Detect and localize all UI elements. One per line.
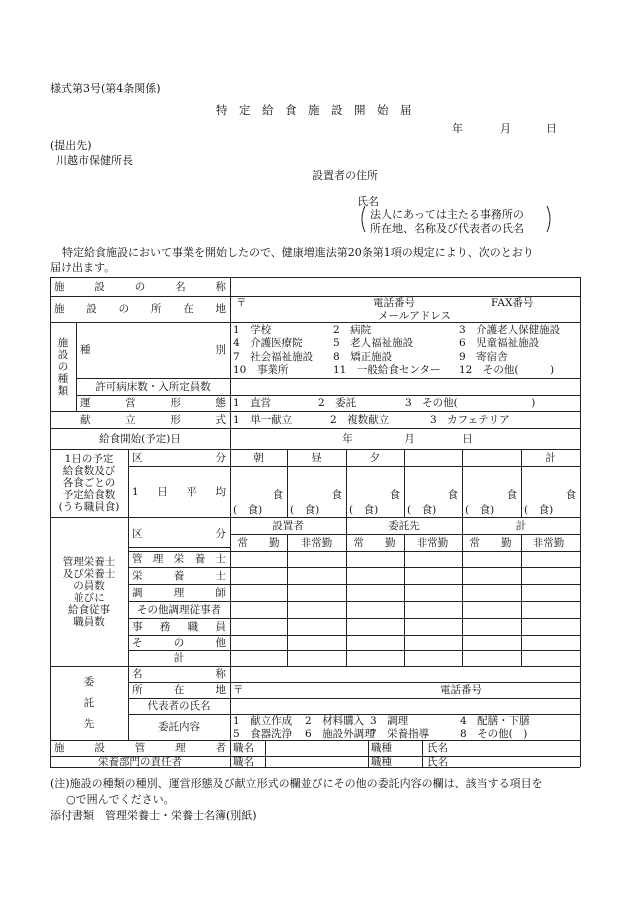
meal-count-unit: 食 [506,489,517,501]
type-option: 8 矯正施設 [333,350,393,363]
staff-parttime-head: 非常勤 [532,536,565,549]
body-text-1: 特定給食施設において事業を開始したので、健康増進法第20条第1項の規定により、次のとおり [62,246,534,259]
staff-row-label-char: 職 [187,620,199,633]
staff-fulltime-head: 常 勤 [237,536,280,549]
consign-group-char: 委 [83,676,95,689]
staff-row-label-char: 務 [159,620,171,633]
menu-option: 3 カフェテリア [430,413,510,426]
start-date-label: 給食開始(予定)日 [99,432,181,445]
staff-row-label-char: そ [132,636,143,649]
type-option: 3 介護老人保健施設 [459,323,561,336]
meals-group-label [50,449,128,517]
type-option: 7 社会福祉施設 [233,350,314,363]
staff-parttime-head: 非常勤 [416,536,449,549]
type-option: 10 事業所 [233,364,289,377]
meals-kubun-char: 区 [132,451,143,464]
title-kind-label: 職種 [371,742,392,754]
facility-type-group-line: 設 [57,348,69,361]
consign-address-label-char: 所 [132,684,143,696]
staff-row-label-char: 員 [215,620,226,633]
consign-option: 1 献立作成 [233,714,293,727]
facility-address-label-char: の [118,303,130,315]
meals-kubun [128,449,230,466]
type-option: 9 寄宿舎 [459,350,508,363]
fax-label: FAX番号 [491,297,534,309]
operation-label-char: 営 [125,397,136,409]
staff-head-total: 計 [515,519,527,532]
consign-option: 3 調理 [370,714,409,727]
staff-row-label-char: 士 [215,569,226,582]
staff-group-label-line: 管理栄養士 [62,555,116,568]
facility-address-label-char: 在 [183,303,194,315]
date-year: 年 [452,122,463,135]
consign-content-label: 委託内容 [158,721,200,733]
daily-average-label [128,466,230,517]
attachment: 添付書類 管理栄養士・栄養士名簿(別紙) [50,809,257,822]
consign-address-label-char: 在 [173,684,185,696]
meal-count-unit: 食 [389,489,400,501]
facility-name-label-char: の [134,280,146,293]
facility-name-label-char: 施 [54,280,65,293]
staff-row-label [128,584,230,601]
person-name-label: 氏名 [427,755,448,768]
staff-parttime-head: 非常勤 [300,536,333,549]
meals-group-label-line: 1日の予定 [64,453,114,465]
consign-address-label-char: 地 [215,684,226,696]
staff-row-label [128,618,230,635]
staff-head-founder: 設置者 [272,519,304,532]
menu-label-char: 献 [80,413,91,426]
paren-line-1: 法人にあっては主たる事務所の [370,208,524,221]
staff-row-label-char: 調 [132,586,143,599]
daily-average-label-char: 1 [132,485,139,498]
staff-group-label [50,517,128,666]
staff-row-label [128,551,230,567]
facility-name-label-char: 設 [94,280,105,293]
facility-type-group-line: 施 [57,336,69,349]
type-option: 4 介護医療院 [233,337,303,350]
start-day: 日 [462,432,473,445]
manager-label-char: 者 [215,742,226,754]
staff-group-label-line: 及び栄養士 [62,567,116,580]
meal-head-total: 計 [545,451,556,464]
type-kind-label [76,322,230,378]
staff-fulltime-head: 常 勤 [353,536,396,549]
note-line-1: (注)施設の種類の種別、運営形態及び献立形式の欄並びにその他の委託内容の欄は、該当する項目を [50,777,543,790]
staff-row-label: 計 [173,652,185,664]
type-kind-label-char: 別 [215,344,226,356]
staff-row-label-char: 管 [132,553,143,565]
form-number: 様式第3号(第4条関係) [50,82,161,95]
type-option: 11 一般給食センター [333,364,441,377]
staff-group-label-line: 職員数 [73,615,105,628]
manager-label-char: 管 [134,742,146,754]
submit-to-label: (提出先) [50,139,92,152]
daily-average-label-char: 均 [215,485,226,498]
phone-label: 電話番号 [373,297,415,309]
facility-type-group-line: の [57,360,69,373]
post-name-label: 職名 [233,755,254,768]
operation-label-char: 態 [215,397,226,409]
consign-option: 7 栄養指導 [370,727,430,740]
body-text-2: 届け出ます。 [50,261,116,274]
meal-head-dinner: 夕 [369,451,381,464]
meal-count-unit: 食 [565,489,576,501]
staff-meal-count: ( 食) [233,503,263,516]
staff-row-label-char: 師 [215,586,226,599]
facility-address-label [50,296,230,322]
consign-group-label [50,666,128,740]
staff-kubun [128,517,230,551]
daily-average-label-char: 平 [186,485,197,498]
operation-option: 3 その他( ) [405,397,536,409]
facility-name-label-char: 名 [175,280,186,293]
operation-label-char: 形 [170,397,181,409]
menu-label-char: 立 [125,413,136,426]
meal-head-lunch: 昼 [311,451,322,464]
staff-kubun-char: 区 [132,528,143,540]
start-year: 年 [342,432,353,445]
consign-phone-label: 電話番号 [440,684,482,696]
consign-rep-label: 代表者の氏名 [147,700,211,712]
menu-label-char: 式 [215,413,226,426]
facility-address-label-char: 施 [54,303,65,315]
consign-option: 4 配膳・下膳 [460,714,530,727]
start-month: 月 [404,432,415,445]
meals-group-label-line: 各食ごとの [62,477,116,489]
menu-option: 2 複数献立 [330,413,390,426]
staff-row-label-char: 理 [152,553,164,565]
facility-name-label-char: 称 [215,280,226,293]
meal-count-unit: 食 [272,489,283,501]
staff-meal-count: ( 食) [407,503,437,516]
staff-row-label [128,567,230,584]
operation-option: 1 直営 [233,397,272,409]
founder-name-label: 氏名 [357,195,379,208]
facility-type-group-line: 類 [57,384,69,397]
menu-option: 1 単一献立 [233,413,293,426]
manager-label-char: 理 [175,742,186,754]
staff-row-label-char: の [173,636,185,649]
facility-address-label-char: 地 [215,303,226,315]
form-title: 特 定 給 食 施 設 開 始 届 [216,103,412,117]
consign-name-label-char: 称 [215,668,226,680]
staff-row-label-char: 事 [132,620,143,633]
consign-postal-mark: 〒 [233,684,244,696]
submit-to: 川越市保健所長 [56,154,133,167]
manager-label-char: 設 [94,742,105,754]
type-option: 6 児童福祉施設 [459,337,540,350]
meals-group-label-line: 給食数及び [62,465,116,477]
menu-label-char: 形 [170,413,181,426]
email-label: メールアドレス [378,309,451,322]
staff-row-label: その他調理従事者 [137,603,221,616]
nutrition-head-label: 栄養部門の責任者 [98,755,182,768]
staff-group-label-line: の員数 [73,579,105,592]
consign-option: 5 食器洗浄 [233,727,293,740]
meals-kubun-char: 分 [215,451,226,464]
staff-group-label-line: 給食従事 [68,603,110,616]
facility-address-label-char: 所 [150,303,162,315]
manager-label [50,740,230,756]
type-option: 2 病院 [333,323,372,336]
staff-row-label-char: 養 [194,553,206,565]
postal-mark: 〒 [236,297,247,309]
consign-name-label [128,666,230,682]
meals-group-label-line: (うち職員食) [58,501,120,513]
date-day: 日 [546,122,557,135]
staff-row-label-char: 士 [215,553,226,565]
beds-label: 許可病床数・入所定員数 [95,380,211,393]
title-kind-label: 職種 [371,755,392,768]
staff-meal-count: ( 食) [349,503,379,516]
facility-address-label-char: 設 [86,303,97,315]
operation-label-char: 運 [80,397,91,409]
consign-group-char: 先 [83,717,95,730]
type-kind-label-char: 種 [80,344,91,356]
type-option: 12 その他( ) [459,364,555,377]
staff-row-label-char: 栄 [132,569,143,582]
staff-row-label-char: 栄 [173,553,185,565]
manager-label-char: 施 [54,742,65,754]
consign-name-label-char: 名 [132,668,143,680]
daily-average-label-char: 日 [157,485,168,498]
staff-head-consignee: 委託先 [388,519,420,532]
staff-group-label-line: 並びに [73,591,105,604]
staff-row-label-char: 理 [173,586,185,599]
consign-option: 6 施設外調理 [305,727,375,740]
staff-kubun-char: 分 [215,528,226,540]
type-option: 5 老人福祉施設 [333,337,414,350]
staff-row-label-char: 養 [173,569,185,582]
facility-type-group [50,322,76,411]
meals-group-label-line: 予定給食数 [62,489,116,501]
staff-row-label [128,635,230,650]
meal-count-unit: 食 [331,489,342,501]
staff-fulltime-head: 常 勤 [469,536,512,549]
meal-count-unit: 食 [447,489,458,501]
facility-type-group-line: 種 [57,372,69,385]
paren-line-2: 所在地、名称及び代表者の氏名 [370,222,524,235]
meal-head-breakfast: 朝 [253,451,264,464]
consign-group-char: 託 [83,696,95,709]
consign-option: 2 材料購入 [305,714,365,727]
staff-meal-count: ( 食) [524,503,554,516]
founder-address-label: 設置者の住所 [312,169,378,182]
facility-name-label [50,277,230,296]
operation-label [76,395,230,411]
person-name-label: 氏名 [427,742,448,754]
staff-meal-count: ( 食) [465,503,495,516]
date-month: 月 [500,122,511,135]
note-line-2: ○で囲んでください。 [66,793,175,806]
operation-option: 2 委託 [318,397,357,409]
consign-option: 8 その他( ) [460,727,528,740]
post-name-label: 職名 [233,742,254,754]
staff-meal-count: ( 食) [290,503,320,516]
menu-label [76,411,230,428]
staff-row-label-char: 他 [215,636,226,649]
consign-address-label [128,682,230,698]
type-option: 1 学校 [233,323,272,336]
